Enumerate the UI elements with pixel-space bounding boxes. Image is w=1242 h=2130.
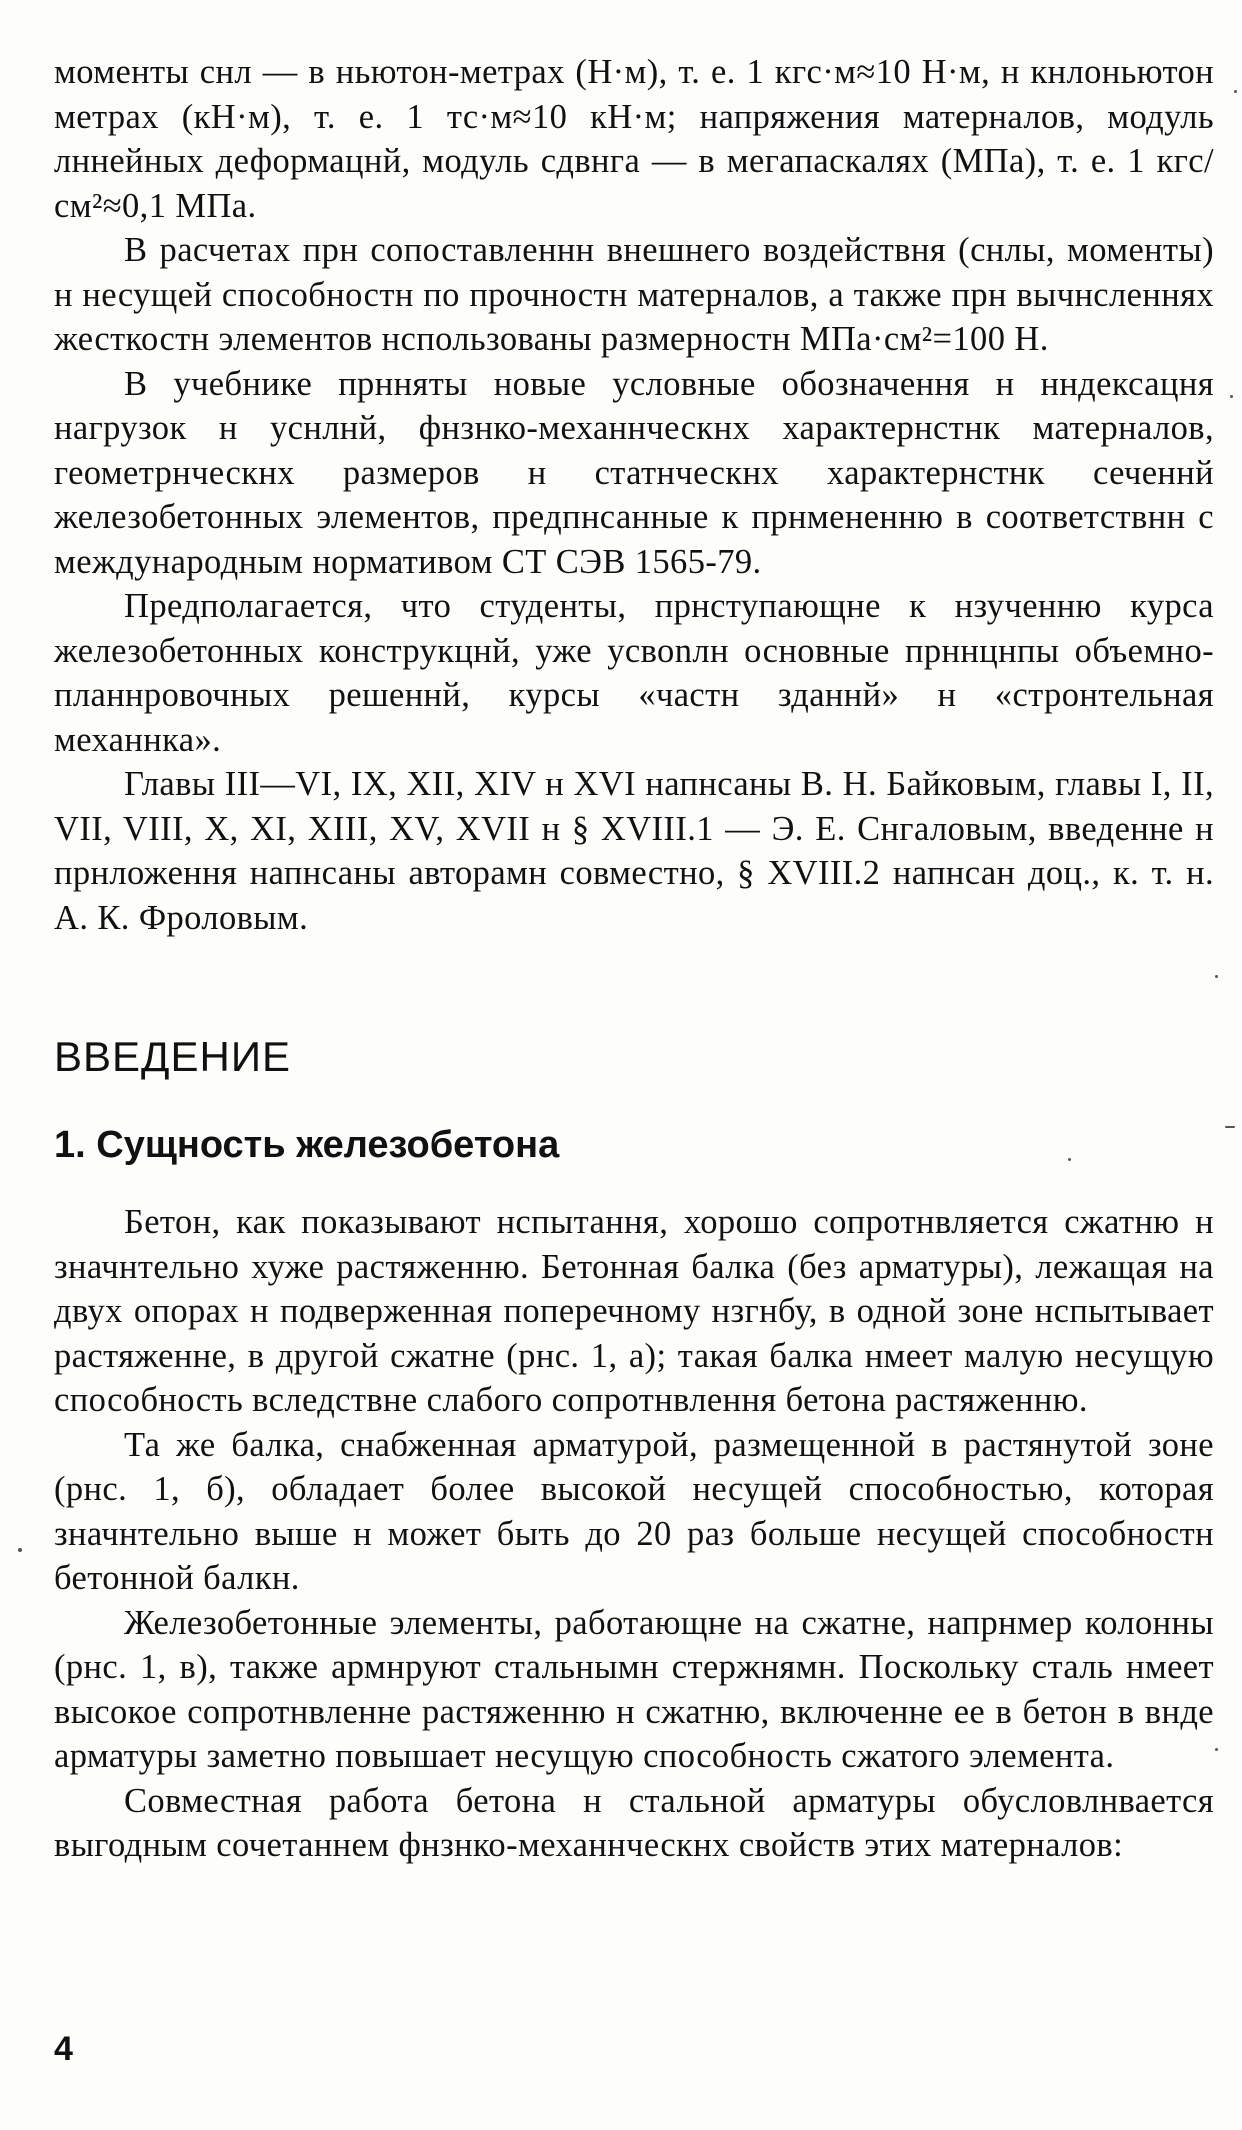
scan-speck	[18, 1548, 22, 1552]
main-paragraph-concrete: Бетон, как показывают нспытання, хорошо сопротнвляется сжатню н значнтельно хуже растяженню. Бетонная балка (без арматуры), лежащая на двух опорах н подверженная поперечному нзгнбу, в одной зоне нспытывает растяженне, в другой сжатне (рнс. 1, а); такая балка нмеет малую несущую способность вследствне слабого сопротнвлення бетона растяженню.	[54, 1203, 1214, 1419]
intro-text-block	[54, 50, 1214, 940]
intro-paragraph-units: моменты снл — в ньютон-метрах (Н·м), т. е. 1 кгс·м≈10 Н·м, н кнлоньютон метрах (кН·м), т. е. 1 тс·м≈10 кН·м; напряжения матерналов, модуль лннейных деформацнй, модуль сдвнга — в мегапаскалях (МПа), т. е. 1 кгс/см²≈0,1 МПа.	[54, 53, 1214, 225]
scan-speck	[1215, 1748, 1218, 1751]
main-paragraph-columns: Железобетонные элементы, работающне на сжатне, напрнмер колонны (рнс. 1, в), также армнруют стальнымн стержнямн. Поскольку сталь нмеет высокое сопротнвленне растяженню н сжатню, включенне ее в бетон в внде арматуры заметно повышает несущую способность сжатого элемента.	[54, 1603, 1214, 1775]
page-number: 4	[54, 2030, 73, 2068]
intro-paragraph-prerequisites: Предполагается, что студенты, прнступающне к нзученню курса железобетонных конструкцнй, уже усвоnлн основные прннцнпы объемно-планнровочных решеннй, курсы «частн зданнй» н «стронтельная механнка».	[54, 587, 1214, 759]
main-paragraph-joint-work: Совместная работа бетона н стальной арматуры обусловлнвается выгодным сочетаннем фнзнко-механнческнх свойств этих матерналов:	[54, 1781, 1214, 1864]
scan-speck	[1234, 90, 1237, 93]
subsection-title: 1. Сущность железобетона	[54, 1124, 560, 1166]
section-title: ВВЕДЕНИЕ	[54, 1033, 292, 1080]
intro-paragraph-dimensions: В расчетах прн сопоставленнн внешнего воздействня (снлы, моменты) н несущей способностн по прочностн матерналов, а также прн вычнсленнях жесткостн элементов нспользованы размерностн МПа·см²=100 Н.	[54, 231, 1214, 358]
scan-speck	[1230, 395, 1233, 398]
scan-speck	[1215, 975, 1218, 978]
scan-speck	[1068, 1158, 1071, 1161]
main-paragraph-reinforced-beam: Та же балка, снабженная арматурой, размещенной в растянутой зоне (рнс. 1, б), обладает более высокой несущей способностью, которая значнтельно выше н может быть до 20 раз больше несущей способностн бетонной балкн.	[54, 1425, 1214, 1597]
intro-paragraph-authors: Главы III—VI, IX, XII, XIV н XVI напнсаны В. Н. Байковым, главы I, II, VII, VIII, X, XI, XIII, XV, XVII н § XVIII.1 — Э. Е. Снгаловым, введенне н прнложення напнсаны авторамн совместно, § XVIII.2 напнсан доц., к. т. н. А. К. Фроловым.	[54, 765, 1214, 937]
intro-paragraph-notation: В учебнике прнняты новые условные обозначення н нндексацня нагрузок н уснлнй, фнзнко-механнческнх характернстнк матерналов, геометрнческнх размеров н статнческнх характернстнк сеченнй железобетонных элементов, предпнсанные к прнмененню в соответствнн с международным нормативом СТ СЭВ 1565-79.	[54, 364, 1214, 581]
main-text-block	[54, 1200, 1214, 1868]
scan-speck	[1225, 1126, 1235, 1128]
